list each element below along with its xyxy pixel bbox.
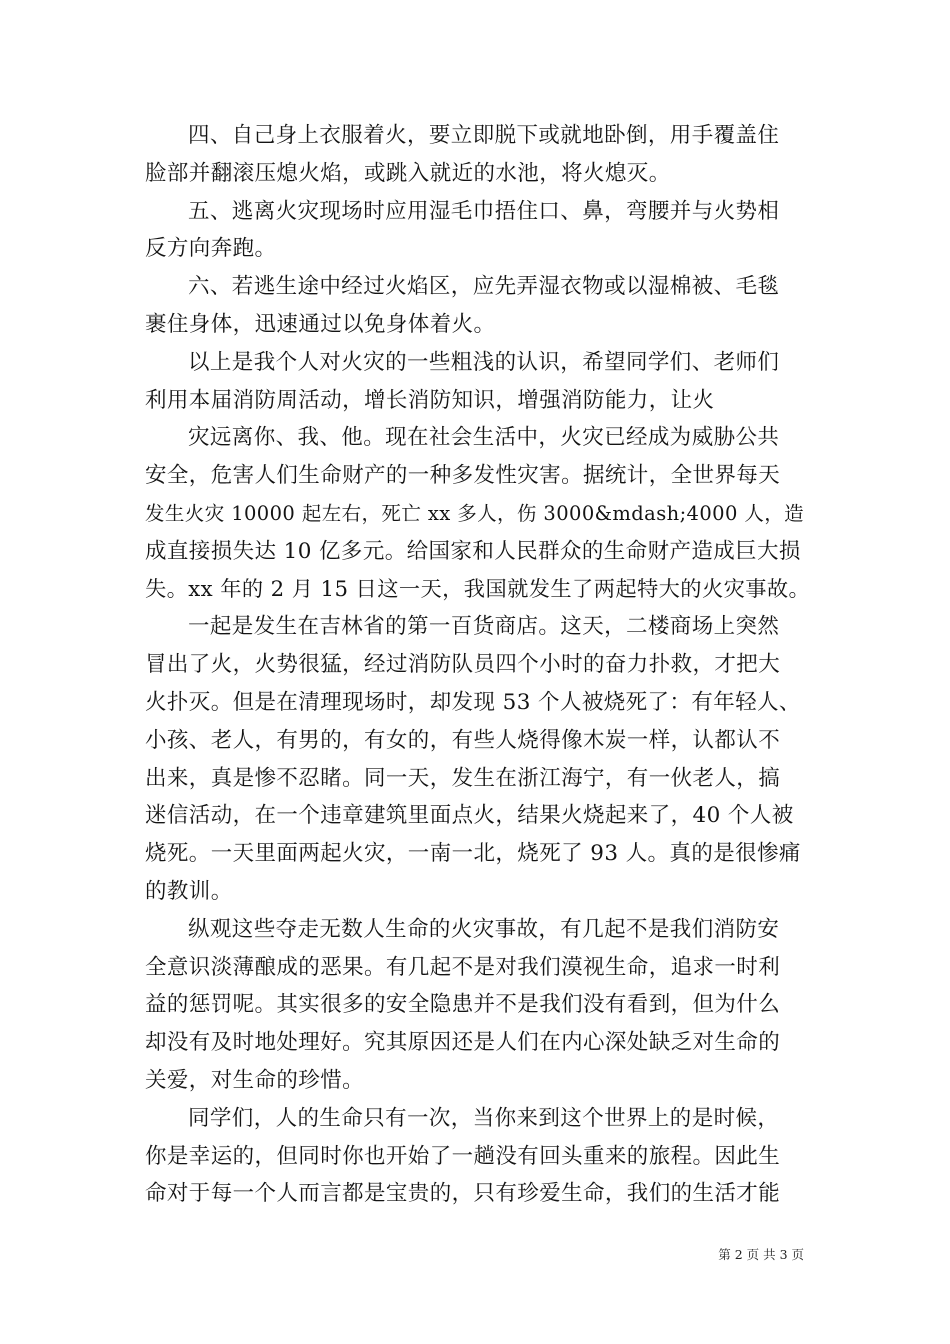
text-line: 灾远离你、我、他。现在社会生活中，火灾已经成为威胁公共 xyxy=(188,425,780,451)
text-line: 火扑灭。但是在清理现场时，却发现 53 个人被烧死了：有年轻人、 xyxy=(145,689,801,715)
text-line: 一起是发生在吉林省的第一百货商店。这天，二楼商场上突然 xyxy=(188,614,780,640)
text-line: 命对于每一个人而言都是宝贵的，只有珍爱生命，我们的生活才能 xyxy=(145,1181,781,1207)
text-line: 安全，危害人们生命财产的一种多发性灾害。据统计，全世界每天 xyxy=(145,463,781,489)
text-line: 五、逃离火灾现场时应用湿毛巾捂住口、鼻，弯腰并与火势相 xyxy=(188,198,780,224)
text-line: 失。xx 年的 2 月 15 日这一天，我国就发生了两起特大的火灾事故。 xyxy=(145,576,811,602)
text-line: 同学们，人的生命只有一次，当你来到这个世界上的是时候， xyxy=(188,1105,780,1131)
text-line: 却没有及时地处理好。究其原因还是人们在内心深处缺乏对生命的 xyxy=(145,1030,781,1056)
text-line: 反方向奔跑。 xyxy=(145,236,277,262)
text-line: 纵观这些夺走无数人生命的火灾事故，有几起不是我们消防安 xyxy=(188,916,780,942)
text-line: 四、自己身上衣服着火，要立即脱下或就地卧倒，用手覆盖住 xyxy=(188,123,780,148)
text-line: 出来，真是惨不忍睹。同一天，发生在浙江海宁，有一伙老人，搞 xyxy=(145,765,781,791)
text-line: 以上是我个人对火灾的一些粗浅的认识，希望同学们、老师们 xyxy=(188,349,780,375)
text-line: 脸部并翻滚压熄火焰，或跳入就近的水池，将火熄灭。 xyxy=(145,160,671,186)
text-line: 成直接损失达 10 亿多元。给国家和人民群众的生命财产造成巨大损 xyxy=(145,538,801,564)
text-line: 关爱，对生命的珍惜。 xyxy=(145,1067,365,1093)
text-line: 冒出了火，火势很猛，经过消防队员四个小时的奋力扑救，才把大 xyxy=(145,652,781,678)
document-body xyxy=(145,117,810,1213)
text-line: 裹住身体，迅速通过以免身体着火。 xyxy=(145,311,496,337)
text-line: 迷信活动，在一个违章建筑里面点火，结果火烧起来了，40 个人被 xyxy=(145,803,794,829)
text-line: 全意识淡薄酿成的恶果。有几起不是对我们漠视生命，追求一时利 xyxy=(145,954,781,980)
text-line: 烧死。一天里面两起火灾，一南一北，烧死了 93 人。真的是很惨痛 xyxy=(145,841,801,867)
text-line: 你是幸运的，但同时你也开始了一趟没有回头重来的旅程。因此生 xyxy=(145,1143,781,1169)
text-line: 发生火灾 10000 起左右，死亡 xx 多人，伤 3000&mdash;4000 人，造 xyxy=(145,501,805,525)
text-line: 的教训。 xyxy=(145,878,233,904)
page-number: 第 2 页 共 3 页 xyxy=(718,1247,804,1262)
text-line: 小孩、老人，有男的，有女的，有些人烧得像木炭一样，认都认不 xyxy=(145,727,781,753)
text-line: 益的惩罚呢。其实很多的安全隐患并不是我们没有看到，但为什么 xyxy=(145,992,781,1018)
text-line: 利用本届消防周活动，增长消防知识，增强消防能力，让火 xyxy=(145,387,715,413)
text-line: 六、若逃生途中经过火焰区，应先弄湿衣物或以湿棉被、毛毯 xyxy=(188,274,780,300)
